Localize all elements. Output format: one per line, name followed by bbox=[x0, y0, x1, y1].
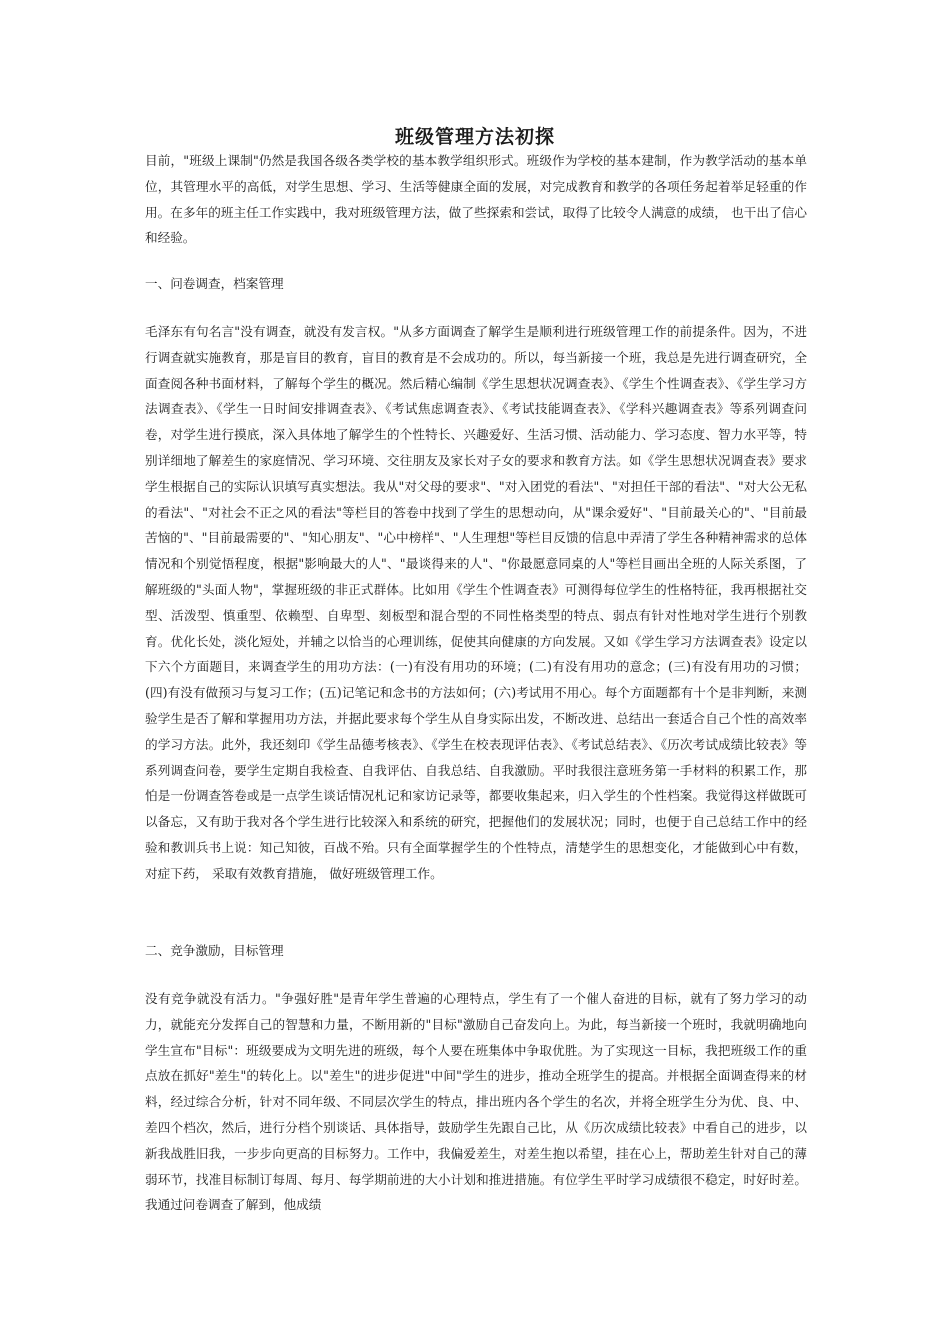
section-2-heading: 二、竞争激励，目标管理 bbox=[145, 943, 284, 958]
section-1-body: 毛泽东有句名言"没有调查，就没有发言权。"从多方面调查了解学生是顺利进行班级管理工作的前提条件。因为，不进行调查就实施教育，那是盲目的教育，盲目的教育是不会成功的。所以，每当新接一个班，我总是先进行调查研究，全面查阅各种书面材料，了解每个学生的概况。然后精心编制《学生思想状况调查表》、《学生个性调查表》、《学生学习方法调查表》、《学生一日时间安排调查表》、《考试焦虑调查表》、《考试技能调查表》、《学科兴趣调查表》等系列调查问卷，对学生进行摸底，深入具体地了解学生的个性特长、兴趣爱好、生活习惯、活动能力、学习态度、智力水平等，特别详细地了解差生的家庭情况、学习环境、交往朋友及家长对子女的要求和教育方法。如《学生思想状况调查表》要求学生根据自己的实际认识填写真实想法。我从"对父母的要求"、"对入团党的看法"、"对担任干部的看法"、"对大公无私的看法"、"对社会不正之风的看法"等栏目的答卷中找到了学生的思想动向，从"课余爱好"、"目前最关心的"、"目前最苦恼的"、"目前最需要的"、"知心朋友"、"心中榜样"、"人生理想"等栏目反馈的信息中弄清了学生各种精神需求的总体情况和个别觉悟程度，根据"影响最大的人"、"最谈得来的人"、"你最愿意同桌的人"等栏目画出全班的人际关系图，了解班级的"头面人物"，掌握班级的非正式群体。比如用《学生个性调查表》可测得每位学生的性格特征，我再根据社交型、活泼型、慎重型、依赖型、自卑型、刻板型和混合型的不同性格类型的特点、弱点有针对性地对学生进行个别教育。优化长处，淡化短处，并辅之以恰当的心理训练，促使其向健康的方向发展。又如《学生学习方法调查表》设定以下六个方面题目，来调查学生的用功方法：(一)有没有用功的环境；(二)有没有用功的意念；(三)有没有用功的习惯；(四)有没有做预习与复习工作；(五)记笔记和念书的方法如何；(六)考试用不用心。每个方面题都有十个是非判断，来测验学生是否了解和掌握用功方法，并据此要求每个学生从自身实际出发，不断改进、总结出一套适合自己个性的高效率的学习方法。此外，我还刻印《学生品德考核表》、《学生在校表现评估表》、《考试总结表》、《历次考试成绩比较表》等系列调查问卷，要学生定期自我检查、自我评估、自我总结、自我激励。平时我很注意班务第一手材料的积累工作，那怕是一份调查答卷或是一点学生谈话情况札记和家访记录等，都要收集起来，归入学生的个性档案。我觉得这样做既可以备忘，又有助于我对各个学生进行比较深入和系统的研究，把握他们的发展状况；同时，也便于自己总结工作中的经验和教训兵书上说：知己知彼，百战不殆。只有全面掌握学生的个性特点，清楚学生的思想变化，才能做到心中有数，对症下药， 采取有效教育措施， 做好班级管理工作。 bbox=[145, 324, 807, 881]
intro-paragraph: 目前，"班级上课制"仍然是我国各级各类学校的基本教学组织形式。班级作为学校的基本建制，作为教学活动的基本单位，其管理水平的高低，对学生思想、学习、生活等健康全面的发展，对完成教育和教学的各项任务起着举足轻重的作用。在多年的班主任工作实践中，我对班级管理方法，做了些探索和尝试，取得了比较令人满意的成绩， 也干出了信心和经验。 bbox=[145, 153, 807, 246]
section-2-body: 没有竞争就没有活力。"争强好胜"是青年学生普遍的心理特点，学生有了一个催人奋进的目标，就有了努力学习的动力，就能充分发挥自己的智慧和力量，不断用新的"目标"激励自己奋发向上。为此，每当新接一个班时，我就明确地向学生宣布"目标"：班级要成为文明先进的班级，每个人要在班集体中争取优胜。为了实现这一目标，我把班级工作的重点放在抓好"差生"的转化上。以"差生"的进步促进"中间"学生的进步，推动全班学生的提高。并根据全面调查得来的材料，经过综合分析，针对不同年级、不同层次学生的特点，排出班内各个学生的名次，并将全班学生分为优、良、中、差四个档次，然后，进行分档个别谈话、具体指导，鼓励学生先跟自己比，从《历次成绩比较表》中看自己的进步，以新我战胜旧我，一步步向更高的目标努力。工作中，我偏爱差生，对差生抱以希望，挂在心上，帮助差生针对自己的薄弱环节，找准目标制订每周、每月、每学期前进的大小计划和推进措施。有位学生平时学习成绩很不稳定，时好时差。我通过问卷调查了解到，他成绩 bbox=[145, 991, 807, 1213]
section-1-heading: 一、问卷调查，档案管理 bbox=[145, 276, 284, 291]
document-title: 班级管理方法初探 bbox=[394, 126, 555, 148]
